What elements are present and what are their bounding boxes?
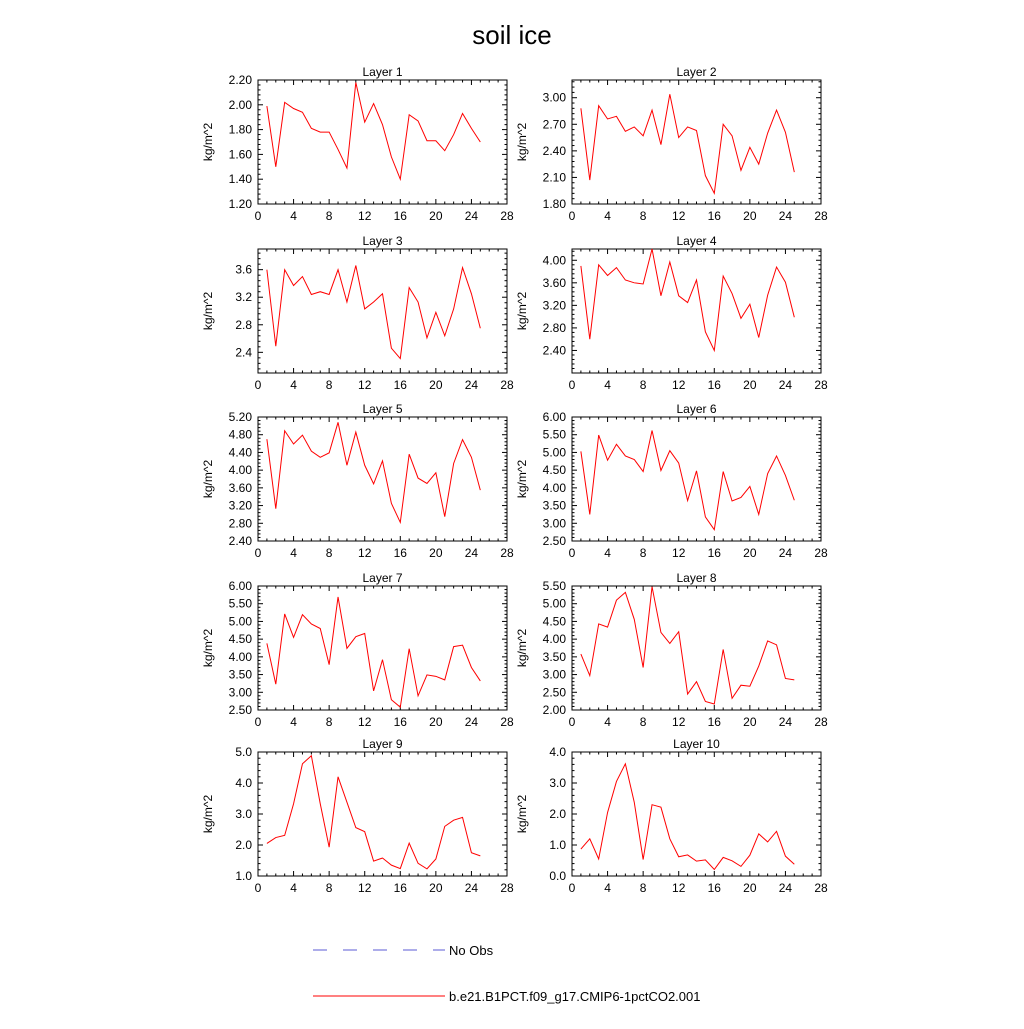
x-tick-label: 8 — [639, 209, 647, 223]
x-tick-label: 16 — [393, 881, 407, 895]
y-axis-label: kg/m^2 — [201, 628, 215, 668]
y-axis-label: kg/m^2 — [515, 122, 529, 162]
series-line-layer-3 — [267, 266, 480, 359]
y-tick-label: 3.0 — [549, 776, 566, 790]
y-tick-label: 5.0 — [235, 745, 252, 759]
plot-frame — [572, 249, 821, 373]
x-tick-label: 12 — [672, 881, 686, 895]
panel-layer-4 — [515, 234, 828, 392]
x-tick-label: 8 — [325, 546, 333, 560]
panel-layer-8 — [515, 571, 828, 729]
x-tick-label: 0 — [568, 209, 576, 223]
x-tick-label: 0 — [568, 715, 576, 729]
x-tick-label: 4 — [604, 546, 611, 560]
y-tick-label: 4.0 — [549, 745, 566, 759]
x-tick-label: 4 — [604, 715, 611, 729]
y-tick-label: 2.8 — [235, 317, 252, 332]
x-tick-label: 4 — [604, 881, 611, 895]
x-tick-label: 8 — [325, 881, 333, 895]
x-tick-label: 24 — [464, 209, 479, 223]
panel-layer-1 — [201, 65, 514, 223]
x-tick-label: 4 — [290, 378, 297, 392]
figure-title: soil ice — [472, 20, 552, 50]
panel-layer-10 — [515, 737, 828, 895]
y-tick-label: 2.0 — [235, 838, 252, 852]
x-tick-label: 0 — [254, 881, 262, 895]
series-line-layer-6 — [581, 430, 794, 529]
x-tick-label: 16 — [707, 209, 721, 223]
y-tick-label: 0.0 — [549, 869, 566, 883]
panel-title: Layer 3 — [362, 234, 403, 248]
panel-title: Layer 5 — [362, 402, 403, 416]
y-tick-label: 1.0 — [549, 838, 566, 852]
x-tick-label: 12 — [672, 378, 686, 392]
y-tick-label: 3.0 — [235, 807, 252, 821]
y-tick-label: 3.60 — [542, 275, 566, 290]
y-tick-label: 3.00 — [542, 516, 566, 531]
x-tick-label: 20 — [429, 881, 443, 895]
panel-layer-9 — [201, 737, 514, 895]
y-tick-label: 2.40 — [228, 534, 252, 548]
y-tick-label: 4.40 — [228, 445, 252, 460]
y-tick-label: 2.50 — [228, 703, 252, 717]
series-line-layer-2 — [581, 94, 794, 193]
panel-title: Layer 2 — [676, 65, 717, 79]
y-tick-label: 1.40 — [228, 172, 252, 187]
x-tick-label: 16 — [707, 881, 721, 895]
x-tick-label: 0 — [254, 546, 262, 560]
series-line-layer-7 — [267, 597, 480, 707]
x-tick-label: 28 — [500, 715, 514, 729]
y-tick-label: 2.40 — [542, 143, 566, 158]
panel-layer-2 — [515, 65, 828, 223]
legend — [313, 943, 700, 1004]
y-tick-label: 3.00 — [228, 685, 252, 700]
y-tick-label: 5.00 — [228, 614, 252, 629]
x-tick-label: 12 — [358, 546, 372, 560]
y-tick-label: 5.20 — [228, 410, 252, 424]
x-tick-label: 0 — [254, 715, 262, 729]
x-tick-label: 12 — [672, 209, 686, 223]
series-line-layer-1 — [267, 82, 480, 179]
x-tick-label: 0 — [568, 881, 576, 895]
y-tick-label: 2.50 — [542, 685, 566, 700]
x-tick-label: 4 — [604, 209, 611, 223]
panel-layer-5 — [201, 402, 514, 560]
x-tick-label: 28 — [814, 546, 828, 560]
y-tick-label: 2.50 — [542, 534, 566, 548]
y-tick-label: 4.50 — [542, 463, 566, 478]
plot-frame — [572, 586, 821, 710]
x-tick-label: 8 — [325, 715, 333, 729]
series-line-layer-4 — [581, 249, 794, 350]
y-tick-label: 5.50 — [542, 579, 566, 593]
y-tick-label: 2.20 — [228, 73, 252, 87]
y-tick-label: 2.0 — [549, 807, 566, 821]
x-tick-label: 28 — [814, 209, 828, 223]
y-tick-label: 5.00 — [542, 596, 566, 611]
y-tick-label: 2.80 — [542, 320, 566, 335]
legend-label-model-run: b.e21.B1PCT.f09_g17.CMIP6-1pctCO2.001 — [449, 989, 701, 1004]
plot-frame — [572, 752, 821, 876]
y-tick-label: 3.00 — [542, 90, 566, 105]
y-tick-label: 4.0 — [235, 776, 252, 790]
y-tick-label: 2.00 — [228, 97, 252, 112]
panel-layer-3 — [201, 234, 514, 392]
x-tick-label: 12 — [358, 881, 372, 895]
y-axis-label: kg/m^2 — [201, 459, 215, 499]
y-tick-label: 5.00 — [542, 445, 566, 460]
y-tick-label: 6.00 — [542, 410, 566, 424]
y-axis-label: kg/m^2 — [515, 628, 529, 668]
x-tick-label: 16 — [707, 546, 721, 560]
x-tick-label: 4 — [604, 378, 611, 392]
y-tick-label: 4.50 — [228, 632, 252, 647]
x-tick-label: 28 — [500, 881, 514, 895]
y-tick-label: 4.00 — [542, 253, 566, 268]
y-tick-label: 3.6 — [235, 262, 252, 277]
plot-frame — [572, 417, 821, 541]
series-line-layer-5 — [267, 422, 480, 522]
y-tick-label: 1.80 — [542, 197, 566, 211]
x-tick-label: 8 — [639, 715, 647, 729]
y-tick-label: 3.60 — [228, 480, 252, 495]
x-tick-label: 20 — [743, 881, 757, 895]
y-tick-label: 3.20 — [228, 498, 252, 513]
x-tick-label: 12 — [358, 715, 372, 729]
x-tick-label: 16 — [393, 546, 407, 560]
x-tick-label: 24 — [464, 546, 479, 560]
x-tick-label: 24 — [464, 378, 479, 392]
x-tick-label: 24 — [778, 209, 793, 223]
y-tick-label: 4.00 — [542, 480, 566, 495]
x-tick-label: 20 — [429, 378, 443, 392]
x-tick-label: 4 — [290, 881, 297, 895]
x-tick-label: 8 — [639, 546, 647, 560]
panel-layer-7 — [201, 571, 514, 729]
plot-frame — [258, 417, 507, 541]
panel-title: Layer 1 — [362, 65, 403, 79]
x-tick-label: 0 — [254, 378, 262, 392]
panel-title: Layer 9 — [362, 737, 403, 751]
y-tick-label: 3.50 — [542, 649, 566, 664]
x-tick-label: 20 — [743, 378, 757, 392]
x-tick-label: 12 — [358, 378, 372, 392]
panel-title: Layer 4 — [676, 234, 717, 248]
x-tick-label: 20 — [429, 546, 443, 560]
series-line-layer-8 — [581, 587, 794, 704]
y-tick-label: 2.40 — [542, 343, 566, 358]
x-tick-label: 16 — [393, 378, 407, 392]
x-tick-label: 28 — [500, 378, 514, 392]
y-tick-label: 1.60 — [228, 147, 252, 162]
y-axis-label: kg/m^2 — [515, 291, 529, 331]
x-tick-label: 24 — [778, 378, 793, 392]
x-tick-label: 12 — [358, 209, 372, 223]
plot-frame — [258, 752, 507, 876]
x-tick-label: 28 — [500, 209, 514, 223]
y-tick-label: 1.20 — [228, 197, 252, 211]
y-tick-label: 2.70 — [542, 117, 566, 132]
x-tick-label: 0 — [254, 209, 262, 223]
y-tick-label: 2.4 — [235, 345, 252, 360]
x-tick-label: 16 — [393, 715, 407, 729]
x-tick-label: 24 — [778, 881, 793, 895]
x-tick-label: 16 — [393, 209, 407, 223]
y-tick-label: 3.20 — [542, 298, 566, 313]
panel-title: Layer 8 — [676, 571, 717, 585]
y-tick-label: 3.50 — [228, 667, 252, 682]
x-tick-label: 4 — [290, 209, 297, 223]
y-axis-label: kg/m^2 — [515, 794, 529, 834]
y-axis-label: kg/m^2 — [201, 291, 215, 331]
x-tick-label: 8 — [325, 209, 333, 223]
x-tick-label: 20 — [743, 715, 757, 729]
plot-frame — [258, 586, 507, 710]
x-tick-label: 4 — [290, 715, 297, 729]
x-tick-label: 20 — [743, 546, 757, 560]
panel-title: Layer 7 — [362, 571, 403, 585]
panel-layer-6 — [515, 402, 828, 560]
series-line-layer-9 — [267, 756, 480, 869]
y-tick-label: 4.00 — [228, 649, 252, 664]
y-tick-label: 3.00 — [542, 667, 566, 682]
x-tick-label: 12 — [672, 546, 686, 560]
x-tick-label: 0 — [568, 378, 576, 392]
x-tick-label: 8 — [639, 378, 647, 392]
plot-frame — [258, 80, 507, 204]
panel-grid — [201, 65, 828, 895]
plot-frame — [572, 80, 821, 204]
legend-label-no-obs: No Obs — [449, 943, 494, 958]
y-tick-label: 4.80 — [228, 427, 252, 442]
y-tick-label: 4.00 — [228, 463, 252, 478]
x-tick-label: 20 — [429, 209, 443, 223]
x-tick-label: 24 — [778, 546, 793, 560]
x-tick-label: 28 — [500, 546, 514, 560]
x-tick-label: 24 — [778, 715, 793, 729]
x-tick-label: 4 — [290, 546, 297, 560]
y-axis-label: kg/m^2 — [201, 122, 215, 162]
y-tick-label: 5.50 — [228, 596, 252, 611]
y-tick-label: 1.80 — [228, 122, 252, 137]
x-tick-label: 8 — [639, 881, 647, 895]
x-tick-label: 16 — [707, 715, 721, 729]
y-tick-label: 3.2 — [235, 290, 252, 305]
y-tick-label: 4.50 — [542, 614, 566, 629]
series-line-layer-10 — [581, 764, 794, 870]
y-tick-label: 1.0 — [235, 869, 252, 883]
y-tick-label: 4.00 — [542, 632, 566, 647]
x-tick-label: 0 — [568, 546, 576, 560]
x-tick-label: 24 — [464, 715, 479, 729]
y-axis-label: kg/m^2 — [201, 794, 215, 834]
x-tick-label: 20 — [743, 209, 757, 223]
x-tick-label: 16 — [707, 378, 721, 392]
panel-title: Layer 10 — [673, 737, 720, 751]
x-tick-label: 28 — [814, 378, 828, 392]
y-tick-label: 2.80 — [228, 516, 252, 531]
x-tick-label: 24 — [464, 881, 479, 895]
y-tick-label: 2.10 — [542, 170, 566, 185]
x-tick-label: 28 — [814, 715, 828, 729]
panel-title: Layer 6 — [676, 402, 717, 416]
y-tick-label: 5.50 — [542, 427, 566, 442]
y-axis-label: kg/m^2 — [515, 459, 529, 499]
x-tick-label: 8 — [325, 378, 333, 392]
y-tick-label: 3.50 — [542, 498, 566, 513]
x-tick-label: 28 — [814, 881, 828, 895]
x-tick-label: 20 — [429, 715, 443, 729]
x-tick-label: 12 — [672, 715, 686, 729]
y-tick-label: 2.00 — [542, 703, 566, 717]
y-tick-label: 6.00 — [228, 579, 252, 593]
plot-frame — [258, 249, 507, 373]
